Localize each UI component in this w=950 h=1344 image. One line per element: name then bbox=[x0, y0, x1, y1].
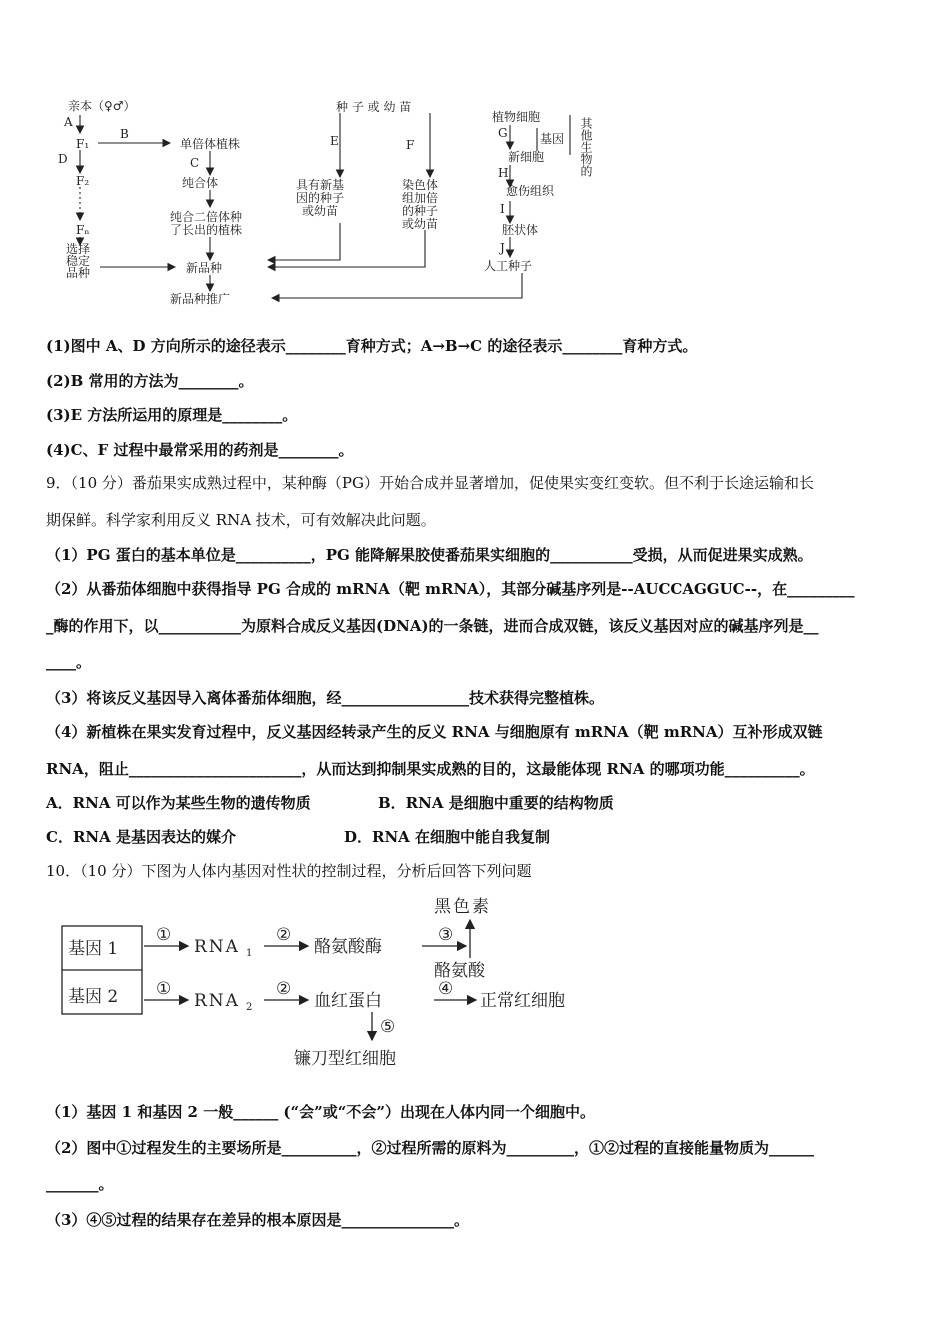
svg-text:染色体: 染色体 bbox=[402, 178, 439, 192]
q8-line-2: (2)B 常用的方法为________。 bbox=[46, 372, 254, 390]
label-artificial-seed: 人工种子 bbox=[484, 259, 533, 273]
svg-text:F₁: F₁ bbox=[76, 137, 90, 151]
svg-text:稳定: 稳定 bbox=[66, 254, 91, 268]
rna2-label: RNA bbox=[194, 991, 240, 1011]
svg-text:D: D bbox=[58, 152, 68, 166]
svg-text:⑤: ⑤ bbox=[380, 1017, 396, 1037]
melanin-label: 黑色素 bbox=[434, 897, 491, 917]
svg-text:H: H bbox=[498, 166, 509, 180]
gene-control-diagram bbox=[58, 890, 618, 1070]
svg-text:F₂: F₂ bbox=[76, 174, 90, 188]
svg-text:②: ② bbox=[276, 925, 292, 945]
svg-text:的种子: 的种子 bbox=[402, 204, 439, 218]
q9-sub-2c: ____。 bbox=[46, 653, 92, 671]
svg-text:E: E bbox=[330, 134, 339, 148]
svg-text:①: ① bbox=[156, 979, 172, 999]
q10-sub-3: （3）④⑤过程的结果存在差异的根本原因是_______________。 bbox=[46, 1211, 469, 1229]
sickle-rbc-label: 镰刀型红细胞 bbox=[294, 1049, 396, 1069]
gene-2-label: 基因 2 bbox=[68, 987, 119, 1007]
svg-text:1: 1 bbox=[246, 948, 253, 959]
q9-stem-1: 9．（10 分）番茄果实成熟过程中，某种酶（PG）开始合成并显著增加，促使果实变红变软。但不利于长途运输和长 bbox=[46, 474, 814, 492]
svg-text:C: C bbox=[190, 156, 200, 170]
q9-option-b: B．RNA 是细胞中重要的结构物质 bbox=[378, 794, 614, 812]
q10-sub-2b: _______。 bbox=[46, 1175, 114, 1193]
svg-text:或幼苗: 或幼苗 bbox=[402, 217, 439, 231]
q9-sub-4a: （4）新植株在果实发育过程中，反义基因经转录产生的反义 RNA 与细胞原有 mRNA（靶 mRNA）互补形成双链 bbox=[46, 723, 823, 741]
svg-text:A: A bbox=[64, 115, 73, 129]
svg-text:新细胞: 新细胞 bbox=[508, 150, 545, 164]
q9-sub-1: （1）PG 蛋白的基本单位是__________，PG 能降解果胶使番茄果实细胞的___________受损，从而促进果实成熟。 bbox=[46, 546, 813, 564]
q8-line-4: (4)C、F 过程中最常采用的药剂是________。 bbox=[46, 441, 354, 459]
svg-text:④: ④ bbox=[438, 979, 454, 999]
q10-sub-1: （1）基因 1 和基因 2 一般______ (“会”或“不会”）出现在人体内同一个细胞中。 bbox=[46, 1103, 596, 1121]
svg-text:因的种子: 因的种子 bbox=[296, 191, 345, 205]
svg-text:胚状体: 胚状体 bbox=[502, 223, 539, 237]
q9-option-a: A．RNA 可以作为某些生物的遗传物质 bbox=[46, 794, 311, 812]
svg-text:J: J bbox=[500, 241, 505, 255]
q9-sub-2a: （2）从番茄体细胞中获得指导 PG 合成的 mRNA（靶 mRNA），其部分碱基序列是--AUCCAGGUC--，在_________ bbox=[46, 580, 855, 598]
svg-text:Fₙ: Fₙ bbox=[76, 223, 90, 237]
breeding-diagram bbox=[40, 95, 620, 310]
svg-text:B: B bbox=[120, 127, 129, 141]
label-pure: 纯合体 bbox=[182, 176, 219, 190]
q9-sub-4b: RNA，阻止_______________________，从而达到抑制果实成熟的目的，这最能体现 RNA 的哪项功能__________。 bbox=[46, 760, 815, 778]
svg-text:了长出的植株: 了长出的植株 bbox=[170, 223, 243, 237]
label-other-org: 其他生物的 bbox=[579, 117, 593, 177]
label-promote: 新品种推广 bbox=[170, 292, 231, 306]
svg-text:具有新基: 具有新基 bbox=[296, 178, 345, 192]
svg-text:选择: 选择 bbox=[66, 242, 91, 256]
label-parent: 亲本（♀♂） bbox=[68, 99, 136, 113]
gene-1-label: 基因 1 bbox=[68, 939, 119, 959]
svg-text:F: F bbox=[406, 138, 415, 152]
tyrosinase-label: 酪氨酸酶 bbox=[314, 937, 382, 957]
svg-text:③: ③ bbox=[438, 925, 454, 945]
q10-sub-2a: （2）图中①过程发生的主要场所是__________，②过程所需的原料为_________，①②过程的直接能量物质为______ bbox=[46, 1139, 814, 1157]
label-seed: 种 子 或 幼 苗 bbox=[336, 100, 412, 114]
svg-text:纯合二倍体种: 纯合二倍体种 bbox=[170, 210, 243, 224]
q9-stem-2: 期保鲜。科学家利用反义 RNA 技术，可有效解决此问题。 bbox=[46, 511, 436, 529]
normal-rbc-label: 正常红细胞 bbox=[480, 991, 565, 1011]
svg-text:品种: 品种 bbox=[66, 266, 91, 280]
svg-text:或幼苗: 或幼苗 bbox=[302, 204, 339, 218]
q9-option-c: C．RNA 是基因表达的媒介 bbox=[46, 828, 236, 846]
hemoglobin-label: 血红蛋白 bbox=[314, 991, 382, 1011]
svg-text:愈伤组织: 愈伤组织 bbox=[506, 184, 555, 198]
q8-line-3: (3)E 方法所运用的原理是________。 bbox=[46, 406, 298, 424]
svg-text:G: G bbox=[498, 126, 508, 140]
breeding-diagram-svg bbox=[40, 95, 620, 310]
svg-text:2: 2 bbox=[246, 1002, 253, 1013]
q10-stem: 10．（10 分）下图为人体内基因对性状的控制过程，分析后回答下列问题 bbox=[46, 862, 532, 880]
q9-option-d: D．RNA 在细胞中能自我复制 bbox=[344, 828, 551, 846]
svg-text:①: ① bbox=[156, 925, 172, 945]
label-new-variety: 新品种 bbox=[186, 261, 223, 275]
tyrosine-label: 酪氨酸 bbox=[434, 961, 485, 981]
label-plant-cell: 植物细胞 bbox=[492, 110, 541, 124]
q9-sub-3: （3）将该反义基因导入离体番茄体细胞，经_________________技术获得完整植株。 bbox=[46, 689, 604, 707]
gene-control-diagram-svg bbox=[58, 890, 618, 1070]
rna1-label: RNA bbox=[194, 937, 240, 957]
svg-text:I: I bbox=[500, 202, 505, 216]
label-haploid: 单倍体植株 bbox=[180, 137, 241, 151]
svg-text:组加倍: 组加倍 bbox=[402, 191, 439, 205]
svg-text:②: ② bbox=[276, 979, 292, 999]
svg-text:基因: 基因 bbox=[540, 132, 565, 146]
q8-line-1: (1)图中 A、D 方向所示的途径表示________育种方式；A→B→C 的途径表示________育种方式。 bbox=[46, 337, 698, 355]
q9-sub-2b: _酶的作用下，以___________为原料合成反义基因(DNA)的一条链，进而合成双链，该反义基因对应的碱基序列是__ bbox=[46, 617, 819, 635]
